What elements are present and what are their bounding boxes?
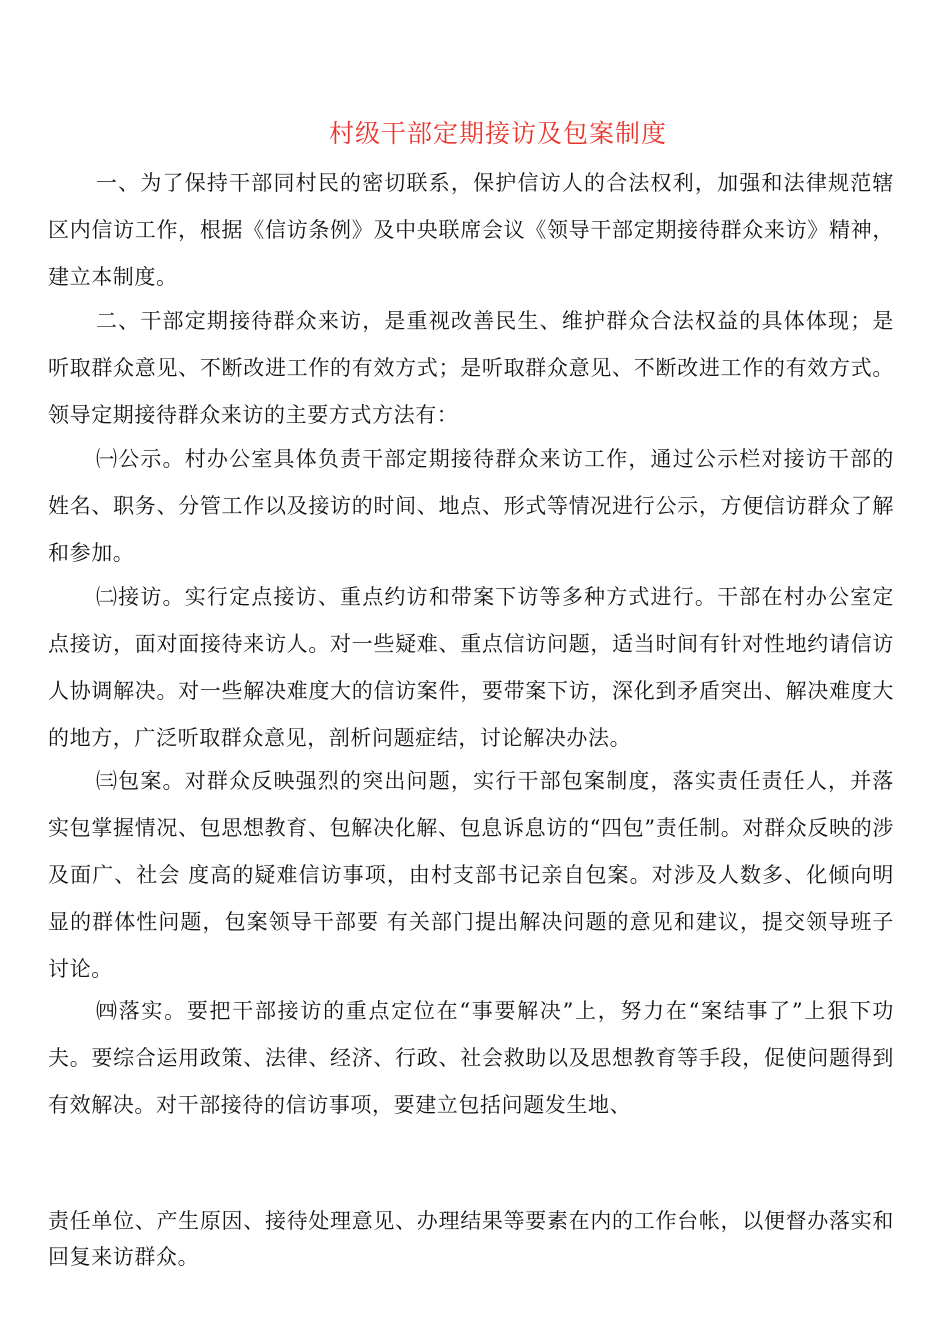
paragraph-1: 一、为了保持干部同村民的密切联系，保护信访人的合法权利，加强和法律规范辖区内信访工作，根据《信访条例》及中央联席会议《领导干部定期接待群众来访》精神，建立本制度。 <box>48 171 894 289</box>
paragraph-7: 责任单位、产生原因、接待处理意见、办理结果等要素在内的工作台帐，以便督办落实和回复来访群众。 <box>48 1209 894 1269</box>
paragraph-6: ㈣落实。要把干部接访的重点定位在“事要解决”上，努力在“案结事了”上狠下功夫。要综合运用政策、法律、经济、行政、社会救助以及思想教育等手段，促使问题得到有效解决。对干部接待的信访事项，要建立包括问题发生地、 <box>48 999 894 1117</box>
document-title: 村级干部定期接访及包案制度 <box>328 119 667 148</box>
paragraph-2: 二、干部定期接待群众来访，是重视改善民生、维护群众合法权益的具体体现；是听取群众意见、不断改进工作的有效方式；是听取群众意见、不断改进工作的有效方式。领导定期接待群众来访的主要方式方法有： <box>48 309 894 427</box>
paragraph-4: ㈡接访。实行定点接访、重点约访和带案下访等多种方式进行。干部在村办公室定点接访，面对面接待来访人。对一些疑难、重点信访问题，适当时间有针对性地约请信访人协调解决。对一些解决难度大的信访案件，要带案下访，深化到矛盾突出、解决难度大的地方，广泛听取群众意见，剖析问题症结，讨论解决办法。 <box>48 585 894 750</box>
paragraph-5: ㈢包案。对群众反映强烈的突出问题，实行干部包案制度，落实责任责任人，并落实包掌握情况、包思想教育、包解决化解、包息诉息访的“四包”责任制。对群众反映的涉及面广、社会 度高的疑难信访事项，由村支部书记亲自包案。对涉及人数多、化倾向明显的群体性问题，包案领导干部要 有关部门提出解决问题的意见和建议，提交领导班子 讨论。 <box>48 769 894 981</box>
paragraph-3: ㈠公示。村办公室具体负责干部定期接待群众来访工作，通过公示栏对接访干部的姓名、职务、分管工作以及接访的时间、地点、形式等情况进行公示，方便信访群众了解和参加。 <box>48 447 894 565</box>
